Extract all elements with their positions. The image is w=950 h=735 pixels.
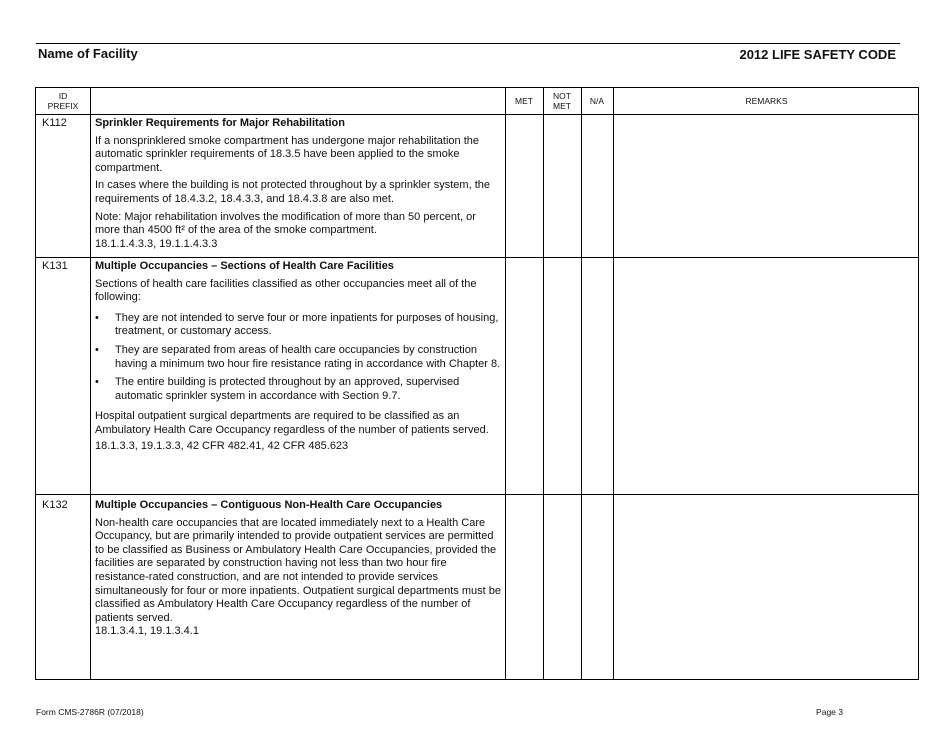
row-title: Multiple Occupancies – Contiguous Non-Health Care Occupancies: [95, 499, 443, 511]
bullet-item: • They are not intended to serve four or more inpatients for purposes of housing, treatment, or customary access.: [95, 311, 499, 338]
col-header-met: MET: [515, 96, 533, 106]
bullet-icon: •: [95, 376, 99, 389]
checklist-table: [35, 87, 919, 680]
bullet-icon: •: [95, 311, 99, 324]
row-title: Multiple Occupancies – Sections of Health Care Facilities: [95, 260, 394, 272]
col-header-remarks: REMARKS: [745, 96, 788, 106]
page-number: Page 3: [816, 707, 843, 717]
col-divider-met: [543, 88, 544, 679]
header-row-divider: [36, 114, 918, 115]
row-reference: 18.1.1.4.3.3, 19.1.1.4.3.3: [95, 237, 218, 250]
row-reference: 18.1.3.4.1, 19.1.3.4.1: [95, 625, 199, 638]
row-paragraph: If a nonsprinklered smoke compartment has undergone major rehabilitation the automatic sprinkler requirements of 18.3.5 have been applied to the smoke compartment.: [95, 134, 479, 174]
row-paragraph: Note: Major rehabilitation involves the modification of more than 50 percent, or more than 4500 ft² of the area of the smoke compartment.: [95, 210, 476, 237]
row-id-k132: K132: [42, 499, 68, 511]
row-title: Sprinkler Requirements for Major Rehabilitation: [95, 117, 345, 129]
col-divider-text: [505, 88, 506, 679]
bullet-item: • The entire building is protected throughout by an approved, supervised automatic sprinkler system in accordance with Section 9.7.: [95, 376, 460, 402]
col-divider-notmet: [581, 88, 582, 679]
form-id: Form CMS-2786R (07/2018): [36, 707, 144, 717]
row-reference: 18.1.3.3, 19.1.3.3, 42 CFR 482.41, 42 CFR 485.623: [95, 439, 349, 452]
bullet-item: • They are separated from areas of health care occupancies by construction having a minimum two hour fire resistance rating in accordance with Chapter 8.: [95, 343, 501, 370]
col-divider-na: [613, 88, 614, 679]
col-header-na: N/A: [589, 96, 605, 106]
facility-name-label: Name of Facility: [38, 46, 138, 61]
row-body-k112: [95, 117, 503, 255]
col-header-id-prefix: ID PREFIX: [47, 91, 79, 111]
row-id-k131: K131: [42, 260, 68, 272]
header-rule: [36, 43, 900, 44]
col-divider-id: [90, 88, 91, 679]
row-paragraph: Non-health care occupancies that are located immediately next to a Health Care Occupancy, but are primarily intended to provide outpatient services are permitted to be classified as Business or Ambulatory Health Care Occupancies, provided the facilities are separated by construction having not less than two hour fire resistance-rated construction, and are not intended to provide services simultaneously for four or more inpatients. Outpatient surgical departments must be classified as Ambulatory Health Care Occupancy regardless of the number of patients served.: [95, 516, 501, 624]
row-body-k132: [95, 499, 503, 643]
row-paragraph: Hospital outpatient surgical departments are required to be classified as an Ambulatory Health Care Occupancy regardless of the number of patients served.: [95, 410, 489, 436]
row-paragraph: In cases where the building is not protected throughout by a sprinkler system, the requirements of 18.4.3.2, 18.4.3.3, and 18.4.3.8 are also met.: [95, 179, 490, 205]
col-header-not-met: NOT MET: [553, 91, 571, 111]
row-body-k131: [95, 260, 503, 457]
code-title: 2012 LIFE SAFETY CODE: [739, 47, 896, 62]
row-paragraph: Sections of health care facilities classified as other occupancies meet all of the following:: [95, 277, 477, 304]
row-id-k112: K112: [42, 117, 67, 129]
bullet-icon: •: [95, 343, 99, 356]
row-divider-k112: [36, 257, 918, 258]
row-divider-k131: [36, 494, 918, 495]
